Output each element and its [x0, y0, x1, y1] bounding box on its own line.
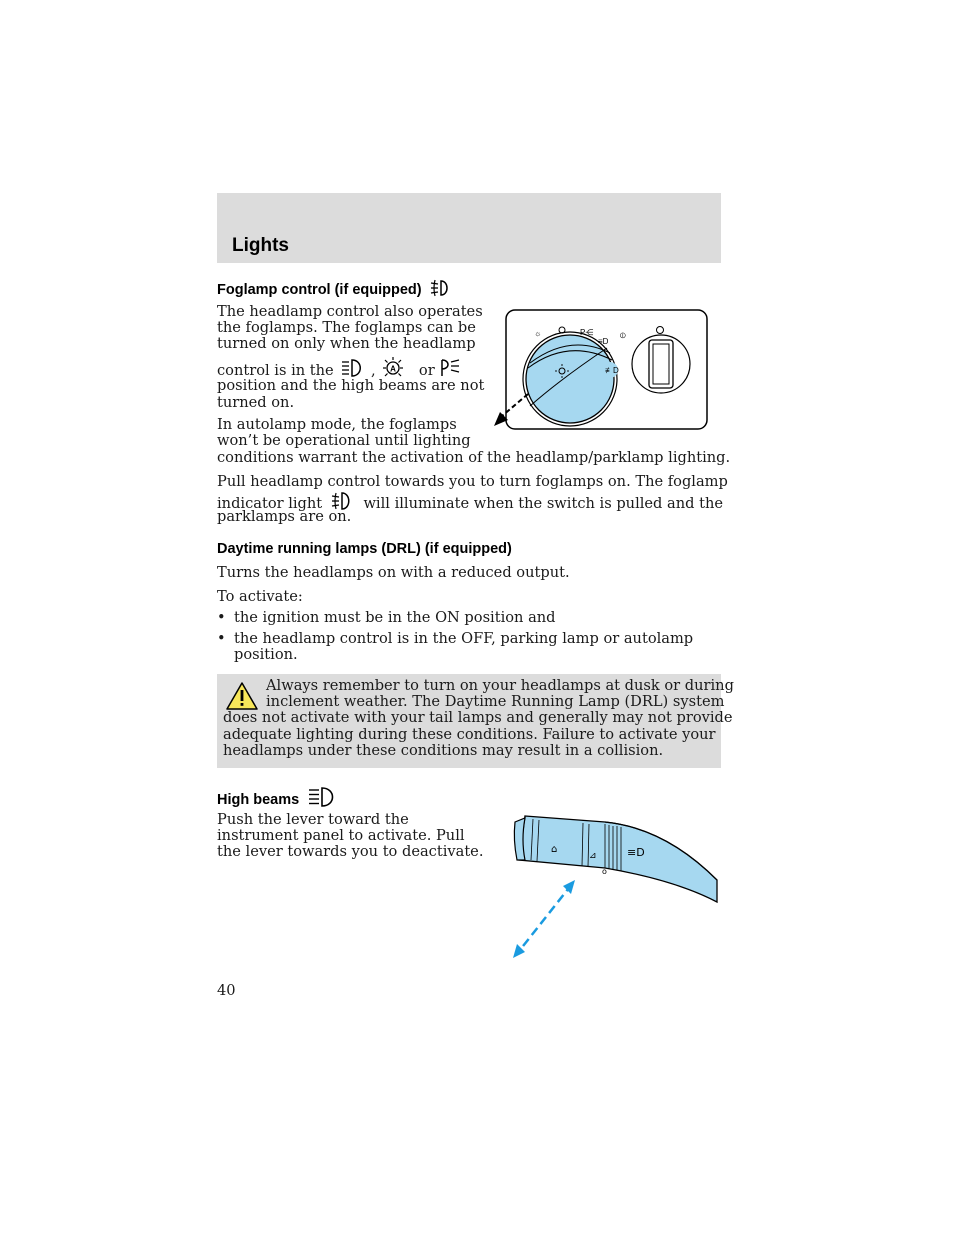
comma-text: , [370, 362, 376, 379]
svg-text:≢D: ≢D [605, 366, 619, 375]
foglamp-icon [429, 278, 451, 298]
or-text: or [418, 362, 435, 379]
drl-heading: Daytime running lamps (DRL) (if equipped) [217, 541, 512, 557]
drl-intro: Turns the headlamps on with a reduced output. [217, 564, 570, 581]
foglamp-para1-line4 [217, 356, 461, 380]
foglamp-para2-line3: conditions warrant the activation of the headlamp/parklamp lighting. [217, 449, 731, 466]
high-beam-icon [306, 786, 338, 808]
drl-to-activate: To activate: [217, 588, 303, 605]
page-number: 40 [217, 982, 236, 999]
high-beams-heading-text: High beams [217, 792, 300, 808]
multifunction-lever-figure [505, 810, 720, 962]
warning-line-1: Always remember to turn on your headlamps at dusk or during [266, 677, 734, 694]
high-beams-line-1: Push the lever toward the [217, 811, 409, 828]
bullet-text: position. [234, 646, 298, 663]
illuminate-text: will illuminate when the switch is pulled and the [363, 495, 724, 512]
section-header [217, 193, 721, 263]
high-beams-heading [217, 786, 338, 809]
warning-line-2: inclement weather. The Daytime Running Lamp (DRL) system [266, 693, 725, 710]
bullet-dot: • [217, 609, 226, 626]
foglamp-heading [217, 278, 451, 299]
svg-text:A: A [390, 364, 397, 374]
foglamp-para1-line1: The headlamp control also operates [217, 303, 483, 320]
foglamp-heading-text: Foglamp control (if equipped) [217, 282, 422, 298]
section-title: Lights [232, 235, 289, 256]
headlamp-icon [338, 358, 366, 378]
parklamp-icon [439, 358, 461, 378]
foglamp-para1-line2: the foglamps. The foglamps can be [217, 319, 476, 336]
warning-line-4: adequate lighting during these conditions. Failure to activate your [223, 726, 716, 743]
foglamp-para3-line1: Pull headlamp control towards you to turn foglamps on. The foglamp [217, 473, 728, 490]
svg-text:☼: ☼ [534, 329, 542, 338]
warning-triangle-icon [225, 681, 259, 711]
foglamp-para1-line5: position and the high beams are not [217, 377, 485, 394]
svg-text:P⋲: P⋲ [580, 328, 594, 337]
bullet-text: the ignition must be in the ON position and [234, 609, 556, 626]
foglamp-para1-line3: turned on only when the headlamp [217, 335, 476, 352]
warning-box [217, 674, 734, 768]
svg-text:≡D: ≡D [627, 846, 645, 859]
autolamp-icon [380, 356, 406, 378]
bullet-dot: • [217, 630, 226, 647]
svg-text:o: o [602, 867, 607, 876]
warning-line-5: headlamps under these conditions may result in a collision. [223, 742, 664, 759]
foglamp-para1-line6: turned on. [217, 394, 295, 411]
svg-text:⌂: ⌂ [551, 844, 558, 855]
foglamp-para3-line3: parklamps are on. [217, 508, 352, 525]
indicator-text: indicator light [217, 495, 323, 512]
svg-text:⊿: ⊿ [589, 851, 597, 861]
control-text: control is in the [217, 362, 334, 379]
svg-text:≡D: ≡D [598, 337, 609, 346]
headlamp-control-figure [492, 308, 710, 432]
svg-text:⦶: ⦶ [620, 331, 626, 340]
bullet-text: the headlamp control is in the OFF, parking lamp or autolamp [234, 630, 694, 647]
foglamp-para2-line2: won’t be operational until lighting [217, 432, 471, 449]
foglamp-para2-line1: In autolamp mode, the foglamps [217, 416, 457, 433]
high-beams-line-3: the lever towards you to deactivate. [217, 843, 484, 860]
warning-line-3: does not activate with your tail lamps and generally may not provide [223, 709, 733, 726]
high-beams-line-2: instrument panel to activate. Pull [217, 827, 465, 844]
